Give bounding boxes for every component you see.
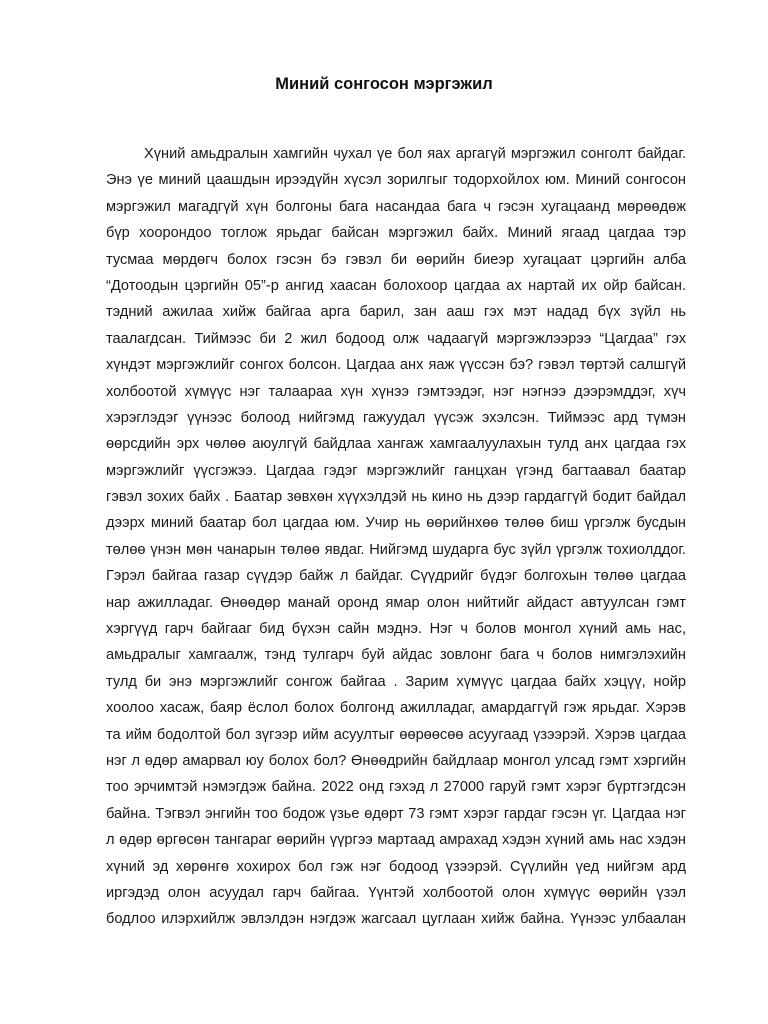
text-line: амьдралыг хамгаалж, тэнд тулгарч буй айдас зовлонг бага ч болов нимгэлэхийн: [106, 647, 686, 664]
text-line: тэдний ажилаа хийж байгаа арга барил, зан ааш гэх мэт надад бүх зүйл нь: [106, 304, 686, 321]
text-line: мэргэжил магадгүй хүн болгоны бага насандаа бага ч гэсэн хугацаанд мөрөөдөж: [106, 198, 686, 215]
document-title: Миний сонгосон мэргэжил: [275, 75, 493, 93]
text-line: бодлоо илэрхийлж эвлэлдэн нэгдэж жагсаал цуглаан хийж байна. Үүнээс улбаалан: [106, 911, 686, 928]
text-line: нар ажилладаг. Өнөөдөр манай оронд ямар олон нийтийг айдаст автуулсан гэмт: [106, 594, 686, 611]
text-line: хүний эд хөрөнгө хохирох бол гэж нэг бодоод үзээрэй. Сүүлийн үед нийгэм ард: [106, 858, 686, 875]
text-line: холбоотой хүмүүс нэг талаараа хүн хүнээ гэмтээдэг, нэг нэгнээ дээрэмддэг, хүч: [106, 383, 686, 400]
text-line: тоо эрчимтэй нэмэгдэж байна. 2022 онд гэхэд л 27000 гаруй гэмт хэрэг бүртгэгдсэн: [106, 779, 686, 796]
essay-body: [106, 141, 686, 933]
text-line: дээрх миний баатар бол цагдаа юм. Учир нь өөрийнхөө төлөө биш үргэлж бусдын: [106, 515, 686, 532]
text-line: таалагдсан. Тиймээс би 2 жил бодоод олж чадаагүй мэргэжлээрээ “Цагдаа” гэх: [106, 330, 686, 347]
text-line: мэргэжлийг үүсгэжээ. Цагдаа гэдэг мэргэжлийг ганцхан үгэнд багтаавал баатар: [106, 462, 686, 479]
text-line: л өдөр өргөсөн тангараг өөрийн үүргээ мартаад амрахад хэдэн хүний амь нас хэдэн: [106, 832, 686, 849]
text-line: байна. Тэгвэл энгийн тоо бодож үзье өдөрт 73 гэмт хэрэг гардаг гэсэн үг. Цагдаа нэг: [106, 805, 686, 822]
text-line: нэг л өдөр амарвал юу болох бол? Өнөөдрийн байдлаар монгол улсад гэмт хэргийн: [106, 752, 686, 769]
text-line: иргэдэд олон асуудал гарч байгаа. Үүнтэй холбоотой олон хүмүүс өөрийн үзэл: [106, 884, 686, 901]
text-line: хэргүүд гарч байгааг бид бүхэн сайн мэднэ. Нэг ч болов монгол хүний амь нас,: [106, 621, 686, 638]
text-line: Гэрэл байгаа газар сүүдэр байж л байдаг. Сүүдрийг бүдэг болгохын төлөө цагдаа: [106, 568, 686, 585]
text-line: хэрэглэдэг үүнээс болоод нийгэмд гажуудал үүсэж эхэлсэн. Тиймээс ард түмэн: [106, 409, 686, 426]
text-line: хоолоо хасаж, баяр ёслол болох болгонд ажилладаг, амардаггүй гэж ярьдаг. Хэрэв: [106, 700, 686, 717]
text-line: Энэ үе миний цаашдын ирээдүйн хүсэл зорилгыг тодорхойлох юм. Миний сонгосон: [106, 172, 686, 189]
text-line: тусмаа мөрдөгч болох гэсэн бэ гэвэл би өөрийн биеэр хугацаат цэргийн алба: [106, 251, 686, 268]
text-line: хүндэт мэргэжлийг сонгох болсон. Цагдаа анх яаж үүссэн бэ? гэвэл төртэй салшгүй: [106, 357, 686, 374]
text-line: Хүний амьдралын хамгийн чухал үе бол яах аргагүй мэргэжил сонголт байдаг.: [144, 146, 686, 162]
text-line: өөрсдийн эрх чөлөө аюулгүй байдлаа хангаж хамгаалуулахын тулд анх цагдаа гэх: [106, 436, 686, 453]
text-line: гэвэл зохих байх . Баатар зөвхөн хүүхэлдэй нь кино нь дээр гардаггүй бодит байдал: [106, 489, 686, 506]
text-line: та ийм бодолтой бол зүгээр ийм асуултыг өөрөөсөө асуугаад үзээрэй. Хэрэв цагдаа: [106, 726, 686, 743]
text-line: төлөө үнэн мөн чанарын төлөө явдаг. Нийгэмд шударга бус зүйл үргэлж тохиолддог.: [106, 541, 686, 558]
text-line: тулд би энэ мэргэжлийг сонгож байгаа . Зарим хүмүүс цагдаа байх хэцүү, нойр: [106, 673, 686, 690]
text-line: “Дотоодын цэргийн 05”-р ангид хаасан болохоор цагдаа ах нартай их ойр байсан.: [106, 277, 686, 294]
text-line: бүр хоорондоо тоглож ярьдаг байсан мэргэжил байх. Миний ягаад цагдаа тэр: [106, 225, 686, 242]
